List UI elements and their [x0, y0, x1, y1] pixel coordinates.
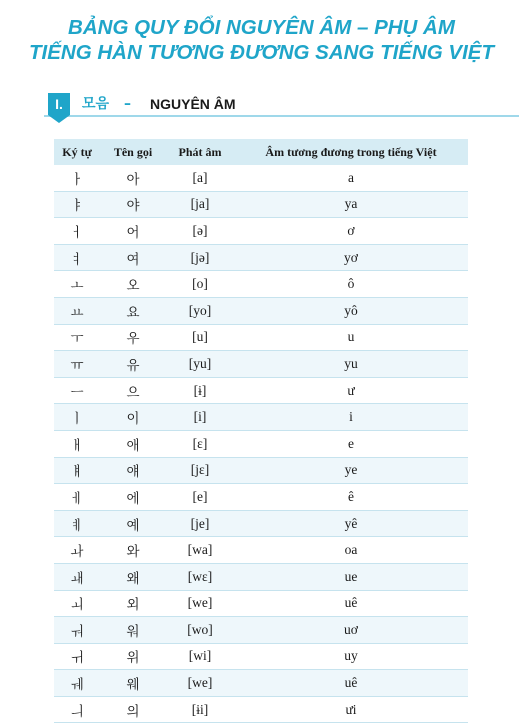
table-row [54, 404, 468, 431]
vowel-pronunciation: [ja] [166, 191, 234, 218]
vowel-character: ㅜ [54, 324, 100, 351]
section-tab-pointer [48, 115, 70, 123]
table-row [54, 457, 468, 484]
vowel-name: 으 [100, 377, 166, 404]
table-header-row [54, 139, 468, 165]
vowel-character: ㅘ [54, 537, 100, 564]
vietnamese-equivalent: uơ [234, 617, 468, 644]
vowel-pronunciation: [i] [166, 404, 234, 431]
table-row [54, 165, 468, 191]
vowel-character: ㅑ [54, 191, 100, 218]
vowel-pronunciation: [je] [166, 510, 234, 537]
vowel-name: 야 [100, 191, 166, 218]
vowel-character: ㅗ [54, 271, 100, 298]
vietnamese-equivalent: yô [234, 297, 468, 324]
vowel-pronunciation: [u] [166, 324, 234, 351]
vowel-pronunciation: [wɛ] [166, 563, 234, 590]
vowel-name: 이 [100, 404, 166, 431]
vowel-pronunciation: [jə] [166, 244, 234, 271]
vowel-name: 애 [100, 430, 166, 457]
vietnamese-equivalent: uy [234, 643, 468, 670]
vowel-name: 왜 [100, 563, 166, 590]
vowel-name: 에 [100, 484, 166, 511]
section-underline [44, 115, 519, 117]
table-row [54, 324, 468, 351]
vowel-pronunciation: [a] [166, 165, 234, 191]
vowel-name: 유 [100, 351, 166, 378]
table-row [54, 271, 468, 298]
vowel-name: 우 [100, 324, 166, 351]
vietnamese-equivalent: uê [234, 590, 468, 617]
vowel-character: ㅡ [54, 377, 100, 404]
vietnamese-equivalent: yê [234, 510, 468, 537]
vowel-name: 웨 [100, 670, 166, 697]
vowel-pronunciation: [we] [166, 670, 234, 697]
vietnamese-equivalent: u [234, 324, 468, 351]
table-row [54, 191, 468, 218]
vowel-pronunciation: [jɛ] [166, 457, 234, 484]
vietnamese-equivalent: yu [234, 351, 468, 378]
section-number: I. [48, 93, 70, 115]
vowel-pronunciation: [o] [166, 271, 234, 298]
vowel-character: ㅞ [54, 670, 100, 697]
page-title-line-2: TIẾNG HÀN TƯƠNG ĐƯƠNG SANG TIẾNG VIỆT [29, 41, 494, 64]
vietnamese-equivalent: a [234, 165, 468, 191]
vowel-pronunciation: [ɨi] [166, 696, 234, 723]
vowel-character: ㅚ [54, 590, 100, 617]
table-row [54, 377, 468, 404]
vietnamese-equivalent: ye [234, 457, 468, 484]
vowel-character: ㅔ [54, 484, 100, 511]
vowel-character: ㅖ [54, 510, 100, 537]
vowel-name: 여 [100, 244, 166, 271]
vowel-table [54, 139, 468, 723]
vowel-name: 아 [100, 165, 166, 191]
vowel-character: ㅙ [54, 563, 100, 590]
vowel-character: ㅠ [54, 351, 100, 378]
vietnamese-equivalent: yơ [234, 244, 468, 271]
table-row [54, 430, 468, 457]
vowel-name: 어 [100, 218, 166, 245]
vietnamese-equivalent: ư [234, 377, 468, 404]
table-row [54, 670, 468, 697]
vietnamese-equivalent: ưi [234, 696, 468, 723]
vietnamese-equivalent: ơ [234, 218, 468, 245]
vowel-name: 위 [100, 643, 166, 670]
table-row [54, 297, 468, 324]
vowel-character: ㅢ [54, 696, 100, 723]
vowel-pronunciation: [e] [166, 484, 234, 511]
vietnamese-equivalent: uê [234, 670, 468, 697]
vietnamese-equivalent: ô [234, 271, 468, 298]
table-row [54, 244, 468, 271]
vowel-pronunciation: [yu] [166, 351, 234, 378]
vietnamese-equivalent: ya [234, 191, 468, 218]
header-character: Ký tự [54, 139, 100, 165]
vowel-pronunciation: [ɨ] [166, 377, 234, 404]
table-row [54, 510, 468, 537]
vowel-name: 요 [100, 297, 166, 324]
vowel-character: ㅛ [54, 297, 100, 324]
section-dash: – [124, 96, 131, 112]
page-title-line-1: BẢNG QUY ĐỔI NGUYÊN ÂM – PHỤ ÂM [68, 16, 455, 39]
vowel-name: 오 [100, 271, 166, 298]
vowel-pronunciation: [yo] [166, 297, 234, 324]
vowel-pronunciation: [wa] [166, 537, 234, 564]
table-row [54, 590, 468, 617]
table-row [54, 537, 468, 564]
vowel-name: 와 [100, 537, 166, 564]
vietnamese-equivalent: ue [234, 563, 468, 590]
vietnamese-equivalent: i [234, 404, 468, 431]
vowel-character: ㅐ [54, 430, 100, 457]
vowel-character: ㅣ [54, 404, 100, 431]
vowel-name: 워 [100, 617, 166, 644]
vietnamese-equivalent: ê [234, 484, 468, 511]
vowel-pronunciation: [ɛ] [166, 430, 234, 457]
vowel-name: 얘 [100, 457, 166, 484]
vowel-character: ㅒ [54, 457, 100, 484]
vowel-character: ㅕ [54, 244, 100, 271]
table-row [54, 617, 468, 644]
vowel-pronunciation: [wi] [166, 643, 234, 670]
table-row [54, 351, 468, 378]
vowel-character: ㅓ [54, 218, 100, 245]
table-row [54, 643, 468, 670]
vowel-name: 예 [100, 510, 166, 537]
vietnamese-equivalent: e [234, 430, 468, 457]
section-vietnamese-label: NGUYÊN ÂM [150, 96, 236, 112]
section-heading [44, 93, 514, 115]
table-row [54, 696, 468, 723]
table-row [54, 563, 468, 590]
vowel-pronunciation: [we] [166, 590, 234, 617]
table-row [54, 218, 468, 245]
vowel-name: 외 [100, 590, 166, 617]
section-korean-label: 모음 [82, 96, 110, 112]
vowel-pronunciation: [wo] [166, 617, 234, 644]
vowel-character: ㅝ [54, 617, 100, 644]
vowel-character: ㅏ [54, 165, 100, 191]
table-row [54, 484, 468, 511]
header-pronunciation: Phát âm [166, 139, 234, 165]
header-name: Tên gọi [100, 139, 166, 165]
header-vietnamese-equivalent: Âm tương đương trong tiếng Việt [234, 139, 468, 165]
vowel-pronunciation: [ə] [166, 218, 234, 245]
vowel-character: ㅟ [54, 643, 100, 670]
vietnamese-equivalent: oa [234, 537, 468, 564]
vowel-name: 의 [100, 696, 166, 723]
